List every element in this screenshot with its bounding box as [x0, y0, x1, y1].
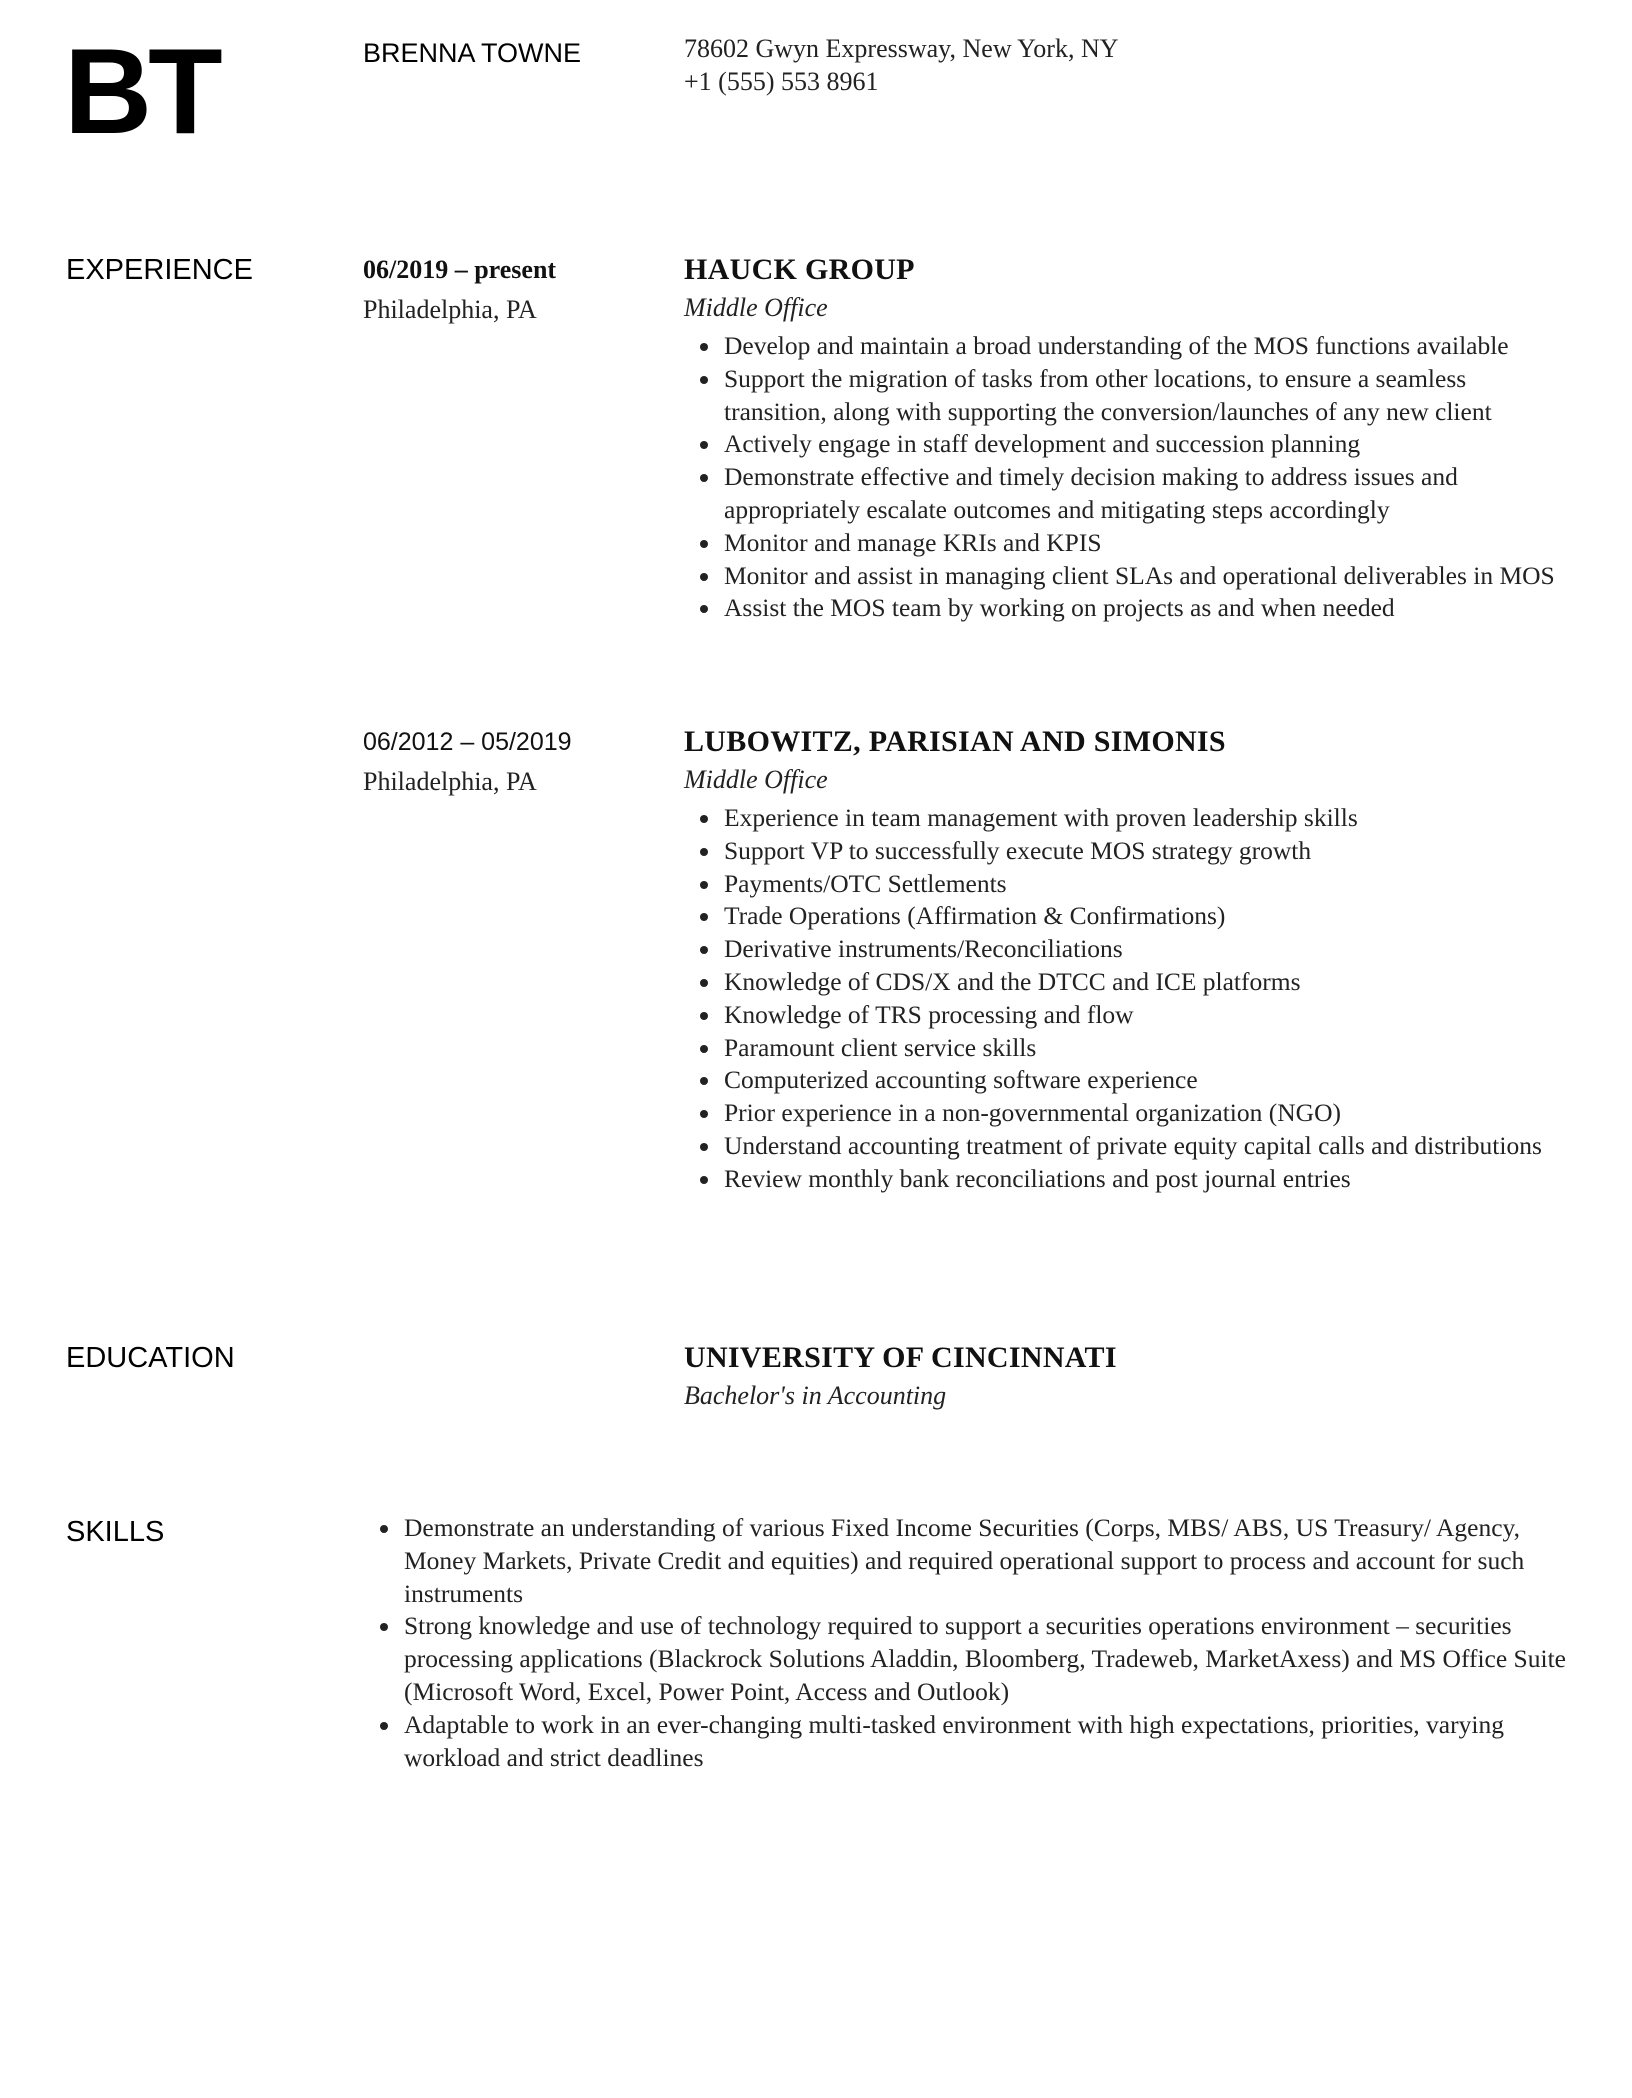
job-dates: 06/2012 – 05/2019: [363, 728, 572, 756]
job-location: Philadelphia, PA: [363, 295, 537, 324]
list-item: • Review monthly bank reconciliations and post journal entries: [722, 1163, 1564, 1196]
list-item: • Prior experience in a non-governmental organization (NGO): [722, 1097, 1564, 1130]
list-item: • Derivative instruments/Reconciliations: [722, 933, 1564, 966]
list-item: • Develop and maintain a broad understanding of the MOS functions available: [722, 330, 1564, 363]
skills-heading: SKILLS: [66, 1516, 165, 1548]
job-bullets: [684, 330, 1564, 625]
list-item: • Actively engage in staff development and succession planning: [722, 428, 1564, 461]
list-item: • Trade Operations (Affirmation & Confirmations): [722, 900, 1564, 933]
list-item: • Knowledge of TRS processing and flow: [722, 999, 1564, 1032]
list-item: • Demonstrate effective and timely decision making to address issues and appropriately escalate outcomes and mitigating steps accordingly: [722, 461, 1564, 527]
job-dates-block: [363, 250, 556, 330]
experience-heading: EXPERIENCE: [66, 254, 253, 286]
job-dates-block: [363, 722, 572, 802]
list-item: • Computerized accounting software experience: [722, 1064, 1564, 1097]
candidate-name: BRENNA TOWNE: [363, 38, 582, 68]
list-item: • Monitor and assist in managing client SLAs and operational deliverables in MOS: [722, 560, 1564, 593]
list-item: • Knowledge of CDS/X and the DTCC and ICE platforms: [722, 966, 1564, 999]
list-item: • Paramount client service skills: [722, 1032, 1564, 1065]
job-dates: 06/2019 – present: [363, 255, 557, 284]
skills-list: [366, 1512, 1576, 1774]
list-item: • Monitor and manage KRIs and KPIS: [722, 527, 1564, 560]
degree: Bachelor's in Accounting: [684, 1381, 947, 1410]
list-item: • Understand accounting treatment of private equity capital calls and distributions: [722, 1130, 1564, 1163]
list-item: • Support the migration of tasks from other locations, to ensure a seamless transition, along with supporting the conversion/launches of any new client: [722, 363, 1564, 429]
company-name: LUBOWITZ, PARISIAN AND SIMONIS: [684, 725, 1226, 758]
job-role: Middle Office: [684, 293, 828, 322]
list-item: • Assist the MOS team by working on projects as and when needed: [722, 592, 1564, 625]
job-entry: [684, 250, 1564, 625]
job-entry: [684, 722, 1564, 1196]
skills-bullets: [366, 1512, 1576, 1774]
list-item: • Payments/OTC Settlements: [722, 868, 1564, 901]
list-item: • Demonstrate an understanding of various Fixed Income Securities (Corps, MBS/ ABS, US Treasury/ Agency, Money Markets, Private Credit and equities) and required operational support to process and account for such instruments: [402, 1512, 1576, 1610]
address: 78602 Gwyn Expressway, New York, NY: [684, 34, 1119, 63]
job-bullets: [684, 802, 1564, 1196]
company-name: HAUCK GROUP: [684, 253, 915, 286]
phone: +1 (555) 553 8961: [684, 67, 879, 96]
education-entry: [684, 1338, 1564, 1414]
list-item: • Strong knowledge and use of technology required to support a securities operations environment – securities processing applications (Blackrock Solutions Aladdin, Bloomberg, Tradeweb, MarketAxess) and MS Office Suite (Microsoft Word, Excel, Power Point, Access and Outlook): [402, 1610, 1576, 1708]
contact-info: [684, 32, 1119, 98]
job-location: Philadelphia, PA: [363, 767, 537, 796]
school-name: UNIVERSITY OF CINCINNATI: [684, 1341, 1117, 1374]
job-role: Middle Office: [684, 765, 828, 794]
list-item: • Adaptable to work in an ever-changing multi-tasked environment with high expectations, priorities, varying workload and strict deadlines: [402, 1709, 1576, 1775]
list-item: • Experience in team management with proven leadership skills: [722, 802, 1564, 835]
monogram: BT: [64, 23, 219, 159]
education-heading: EDUCATION: [66, 1342, 235, 1374]
list-item: • Support VP to successfully execute MOS strategy growth: [722, 835, 1564, 868]
